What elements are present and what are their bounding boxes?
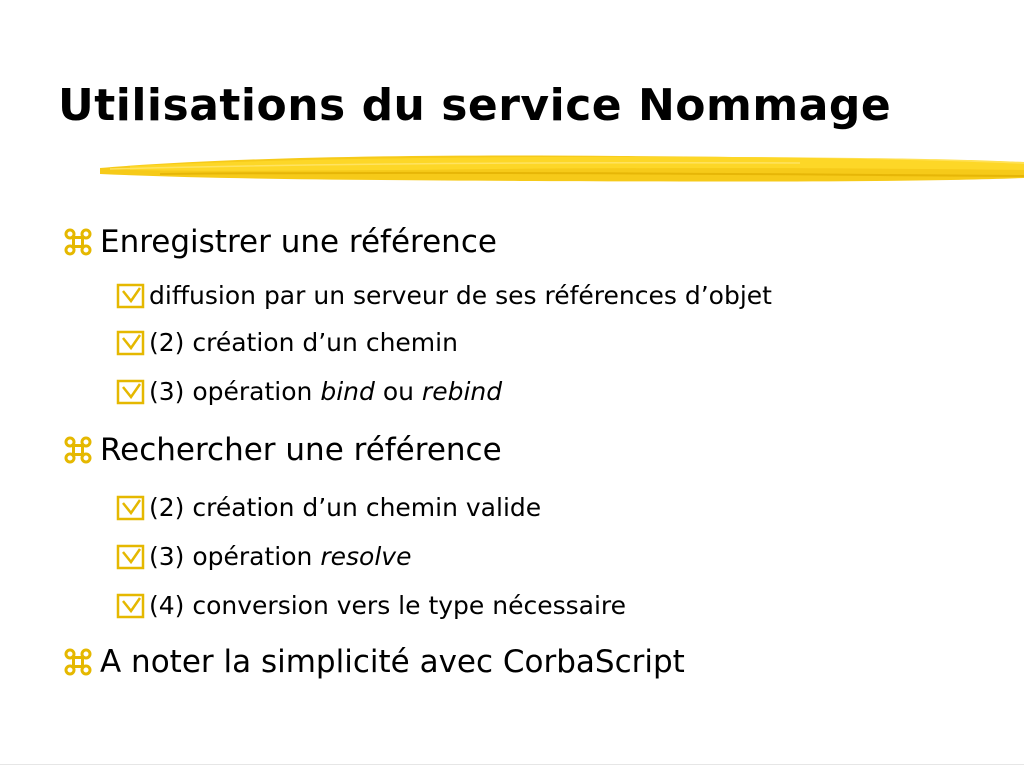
checkbox-check-icon [116,329,146,357]
command-key-icon [64,648,92,676]
list-item-2 [64,432,502,468]
sub-item-1-2 [116,328,458,357]
sub-item-2-3 [116,591,626,620]
list-item-text: Enregistrer une référence [100,224,497,260]
slide-title: Utilisations du service Nommage [58,80,892,131]
command-key-icon [64,436,92,464]
sub-item-emphasis-rebind: rebind [421,377,503,406]
command-key-icon [64,228,92,256]
checkbox-check-icon [116,282,146,310]
sub-item-2-2 [116,542,411,571]
sub-item-text [149,377,502,406]
sub-item-emphasis-resolve: resolve [320,542,412,571]
list-item-3 [64,644,685,680]
sub-item-text-part: (3) opération [149,542,321,571]
sub-item-text: (2) création d’un chemin valide [149,493,542,522]
sub-item-text: (2) création d’un chemin [149,328,458,357]
sub-item-2-1 [116,493,541,522]
sub-item-text-part: (3) opération [149,377,321,406]
sub-item-text [149,542,411,571]
sub-item-text: (4) conversion vers le type nécessaire [149,591,627,620]
checkbox-check-icon [116,378,146,406]
list-item-text: Rechercher une référence [100,432,502,468]
list-item-1 [64,224,497,260]
checkbox-check-icon [116,543,146,571]
sub-item-emphasis-bind: bind [320,377,375,406]
list-item-text: A noter la simplicité avec CorbaScript [100,644,685,680]
sub-item-text-part: ou [374,377,422,406]
bottom-divider [0,764,1024,765]
sub-item-text: diffusion par un serveur de ses références d’objet [149,281,772,310]
sub-item-1-3 [116,377,502,406]
title-underline-brush [100,148,1024,188]
sub-item-1-1 [116,281,772,310]
checkbox-check-icon [116,494,146,522]
checkbox-check-icon [116,592,146,620]
